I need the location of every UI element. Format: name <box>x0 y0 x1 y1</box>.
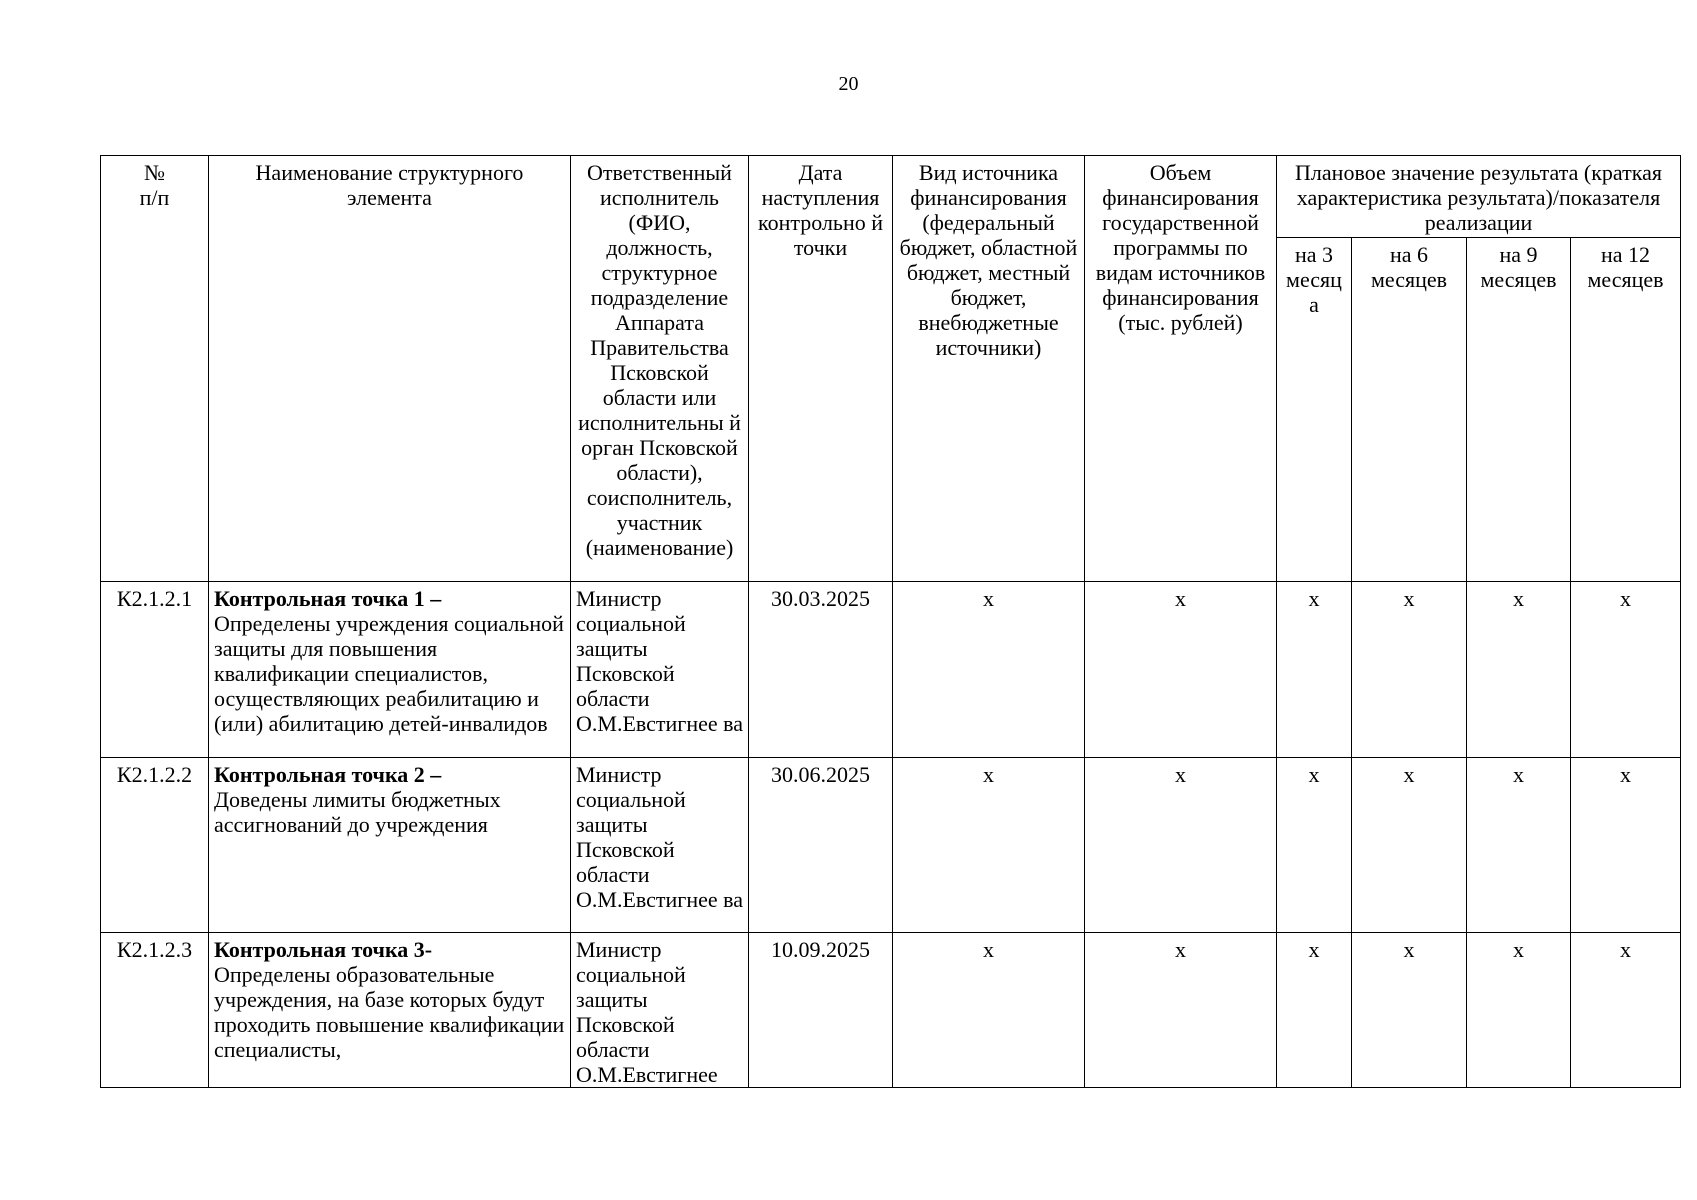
row-responsible: Министр социальной защиты Псковской области О.М.Евстигнее <box>571 933 749 1088</box>
header-date: Дата наступления контрольно й точки <box>749 156 893 582</box>
header-m12: на 12 месяцев <box>1571 238 1681 582</box>
row-m6: х <box>1352 758 1467 933</box>
row-responsible: Министр социальной защиты Псковской области О.М.Евстигнее ва <box>571 582 749 758</box>
row-title: Контрольная точка 3- <box>214 937 433 962</box>
row-description: Определены образовательные учреждения, на базе которых будут проходить повышение квалификации специалисты, <box>214 962 565 1062</box>
header-name: Наименование структурного элемента <box>209 156 571 582</box>
header-volume: Объем финансирования государственной программы по видам источников финансирования (тыс. рублей) <box>1085 156 1277 582</box>
row-m9: х <box>1467 758 1571 933</box>
row-m9: х <box>1467 933 1571 1088</box>
row-volume: х <box>1085 582 1277 758</box>
row-name <box>209 933 571 1088</box>
header-m3: на 3 месяц а <box>1277 238 1352 582</box>
row-title: Контрольная точка 2 – <box>214 762 442 787</box>
row-m6: х <box>1352 582 1467 758</box>
header-m6: на 6 месяцев <box>1352 238 1467 582</box>
header-row <box>101 156 1681 238</box>
header-planned: Плановое значение результата (краткая характеристика результата)/показателя реализации <box>1277 156 1681 238</box>
row-m12: х <box>1571 582 1681 758</box>
table-row <box>101 933 1681 1088</box>
row-volume: х <box>1085 758 1277 933</box>
header-num: № п/п <box>101 156 209 582</box>
row-responsible: Министр социальной защиты Псковской области О.М.Евстигнее ва <box>571 758 749 933</box>
row-source: х <box>893 758 1085 933</box>
row-m12: х <box>1571 933 1681 1088</box>
row-description: Определены учреждения социальной защиты для повышения квалификации специалистов, осуществляющих реабилитацию и (или) абилитацию детей-инвалидов <box>214 611 564 736</box>
header-source: Вид источника финансирования (федеральный бюджет, областной бюджет, местный бюджет, внебюджетные источники) <box>893 156 1085 582</box>
row-m3: х <box>1277 933 1352 1088</box>
row-m12: х <box>1571 758 1681 933</box>
table-row <box>101 582 1681 758</box>
row-name <box>209 582 571 758</box>
row-m6: х <box>1352 933 1467 1088</box>
row-m9: х <box>1467 582 1571 758</box>
row-volume: х <box>1085 933 1277 1088</box>
row-num: К2.1.2.3 <box>101 933 209 1088</box>
control-points-table <box>100 155 1681 1088</box>
row-title: Контрольная точка 1 – <box>214 586 442 611</box>
row-num: К2.1.2.2 <box>101 758 209 933</box>
row-source: х <box>893 582 1085 758</box>
table-row <box>101 758 1681 933</box>
row-date: 30.03.2025 <box>749 582 893 758</box>
row-date: 30.06.2025 <box>749 758 893 933</box>
row-description: Доведены лимиты бюджетных ассигнований до учреждения <box>214 787 501 837</box>
header-m9: на 9 месяцев <box>1467 238 1571 582</box>
header-responsible: Ответственный исполнитель (ФИО, должность, структурное подразделение Аппарата Правительства Псковской области или исполнительны й орган Псковской области), соисполнитель, участник (наименование) <box>571 156 749 582</box>
page-number: 20 <box>838 73 859 95</box>
row-m3: х <box>1277 758 1352 933</box>
row-name <box>209 758 571 933</box>
row-source: х <box>893 933 1085 1088</box>
row-m3: х <box>1277 582 1352 758</box>
row-date: 10.09.2025 <box>749 933 893 1088</box>
row-num: К2.1.2.1 <box>101 582 209 758</box>
